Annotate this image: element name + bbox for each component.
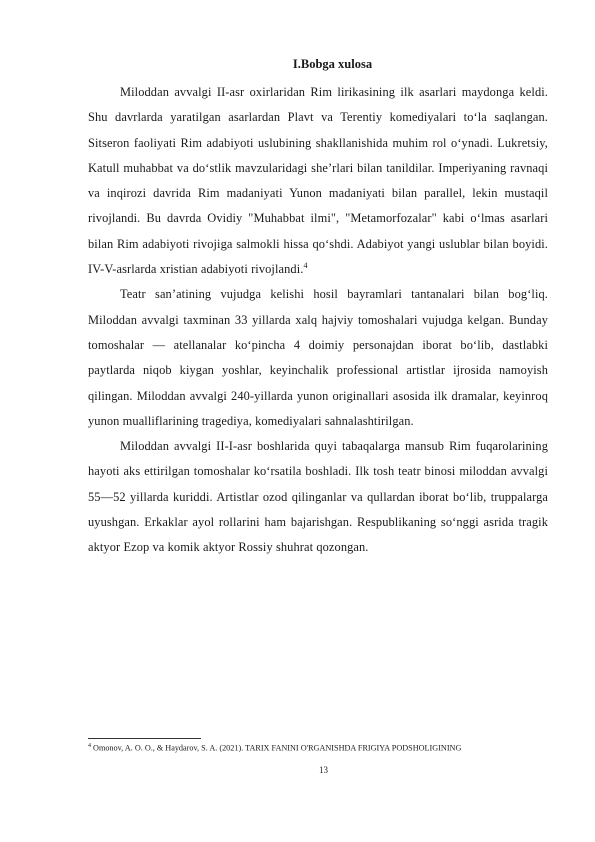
footnote bbox=[88, 741, 558, 754]
page-number: 13 bbox=[319, 765, 328, 775]
section-heading: I.Bobga xulosa bbox=[292, 57, 373, 71]
paragraph-3-text: Miloddan avvalgi II-I-asr boshlarida quyi tabaqalarga mansub Rim fuqarolarining hayoti aks ettirilgan tomoshalar ko‘rsatila boshladi. Ilk tosh teatr binosi miloddan avvalgi 55—52 yillarda kuriddi. Artistlar ozod qilinganlar va qullardan iborat bo‘lib, truppalarga uyushgan. Erkaklar ayol rollarini ham bajarishgan. Respublikaning so‘nggi asrida tragik aktyor Ezop va komik aktyor Rossiy shuhrat qozongan. bbox=[88, 439, 548, 555]
footnote-text: Omonov, A. O. O., & Haydarov, S. A. (2021). TARIX FANINI O'RGANISHDA FRIGIYA PODSHOLIGINING bbox=[93, 743, 462, 753]
footnote-number: 4 bbox=[88, 743, 91, 749]
paragraph-2 bbox=[88, 282, 548, 434]
body-text bbox=[88, 80, 548, 561]
footnote-separator bbox=[88, 738, 201, 739]
paragraph-3 bbox=[88, 434, 548, 560]
paragraph-1 bbox=[88, 80, 548, 282]
footnote-reference[interactable]: 4 bbox=[303, 260, 308, 270]
paragraph-1-text: Miloddan avvalgi II-asr oxirlaridan Rim lirikasining ilk asarlari maydonga keldi. Shu davrlarda yaratilgan asarlardan Plavt va Terentiy komediyalari to‘la saqlangan. Sitseron faoliyati Rim adabiyoti uslubining shakllanishida muhim rol o‘ynadi. Lukretsiy, Katull muhabbat va do‘stlik mavzularidagi she’rlari bilan tanildilar. Imperiyaning ravnaqi va inqirozi davrida Rim madaniyati Yunon madaniyati bilan parallel, lekin mustaqil rivojlandi. Bu davrda Ovidiy "Muhabbat ilmi", "Metamorfozalar" kabi o‘lmas asarlari bilan Rim adabiyoti rivojiga salmokli hissa qo‘shdi. Adabiyot yangi uslublar bilan boyidi. IV-V-asrlarda xristian adabiyoti rivojlandi. bbox=[88, 85, 548, 277]
paragraph-2-text: Teatr san’atining vujudga kelishi hosil bayramlari tantanalari bilan bog‘liq. Miloddan avvalgi taxminan 33 yillarda xalq hajviy tomoshalari vujudga kelgan. Bunday tomoshalar — atellanalar ko‘pincha 4 doimiy personajdan iborat bo‘lib, dastlabki paytlarda niqob kiygan yoshlar, keyinchalik professional artistlar ijrosida namoyish qilingan. Miloddan avvalgi 240-yillarda yunon originallari asosida ilk dramalar, keyinroq yunon mualliflarining tragediya, komediyalari sahnalashtirilgan. bbox=[88, 287, 548, 428]
